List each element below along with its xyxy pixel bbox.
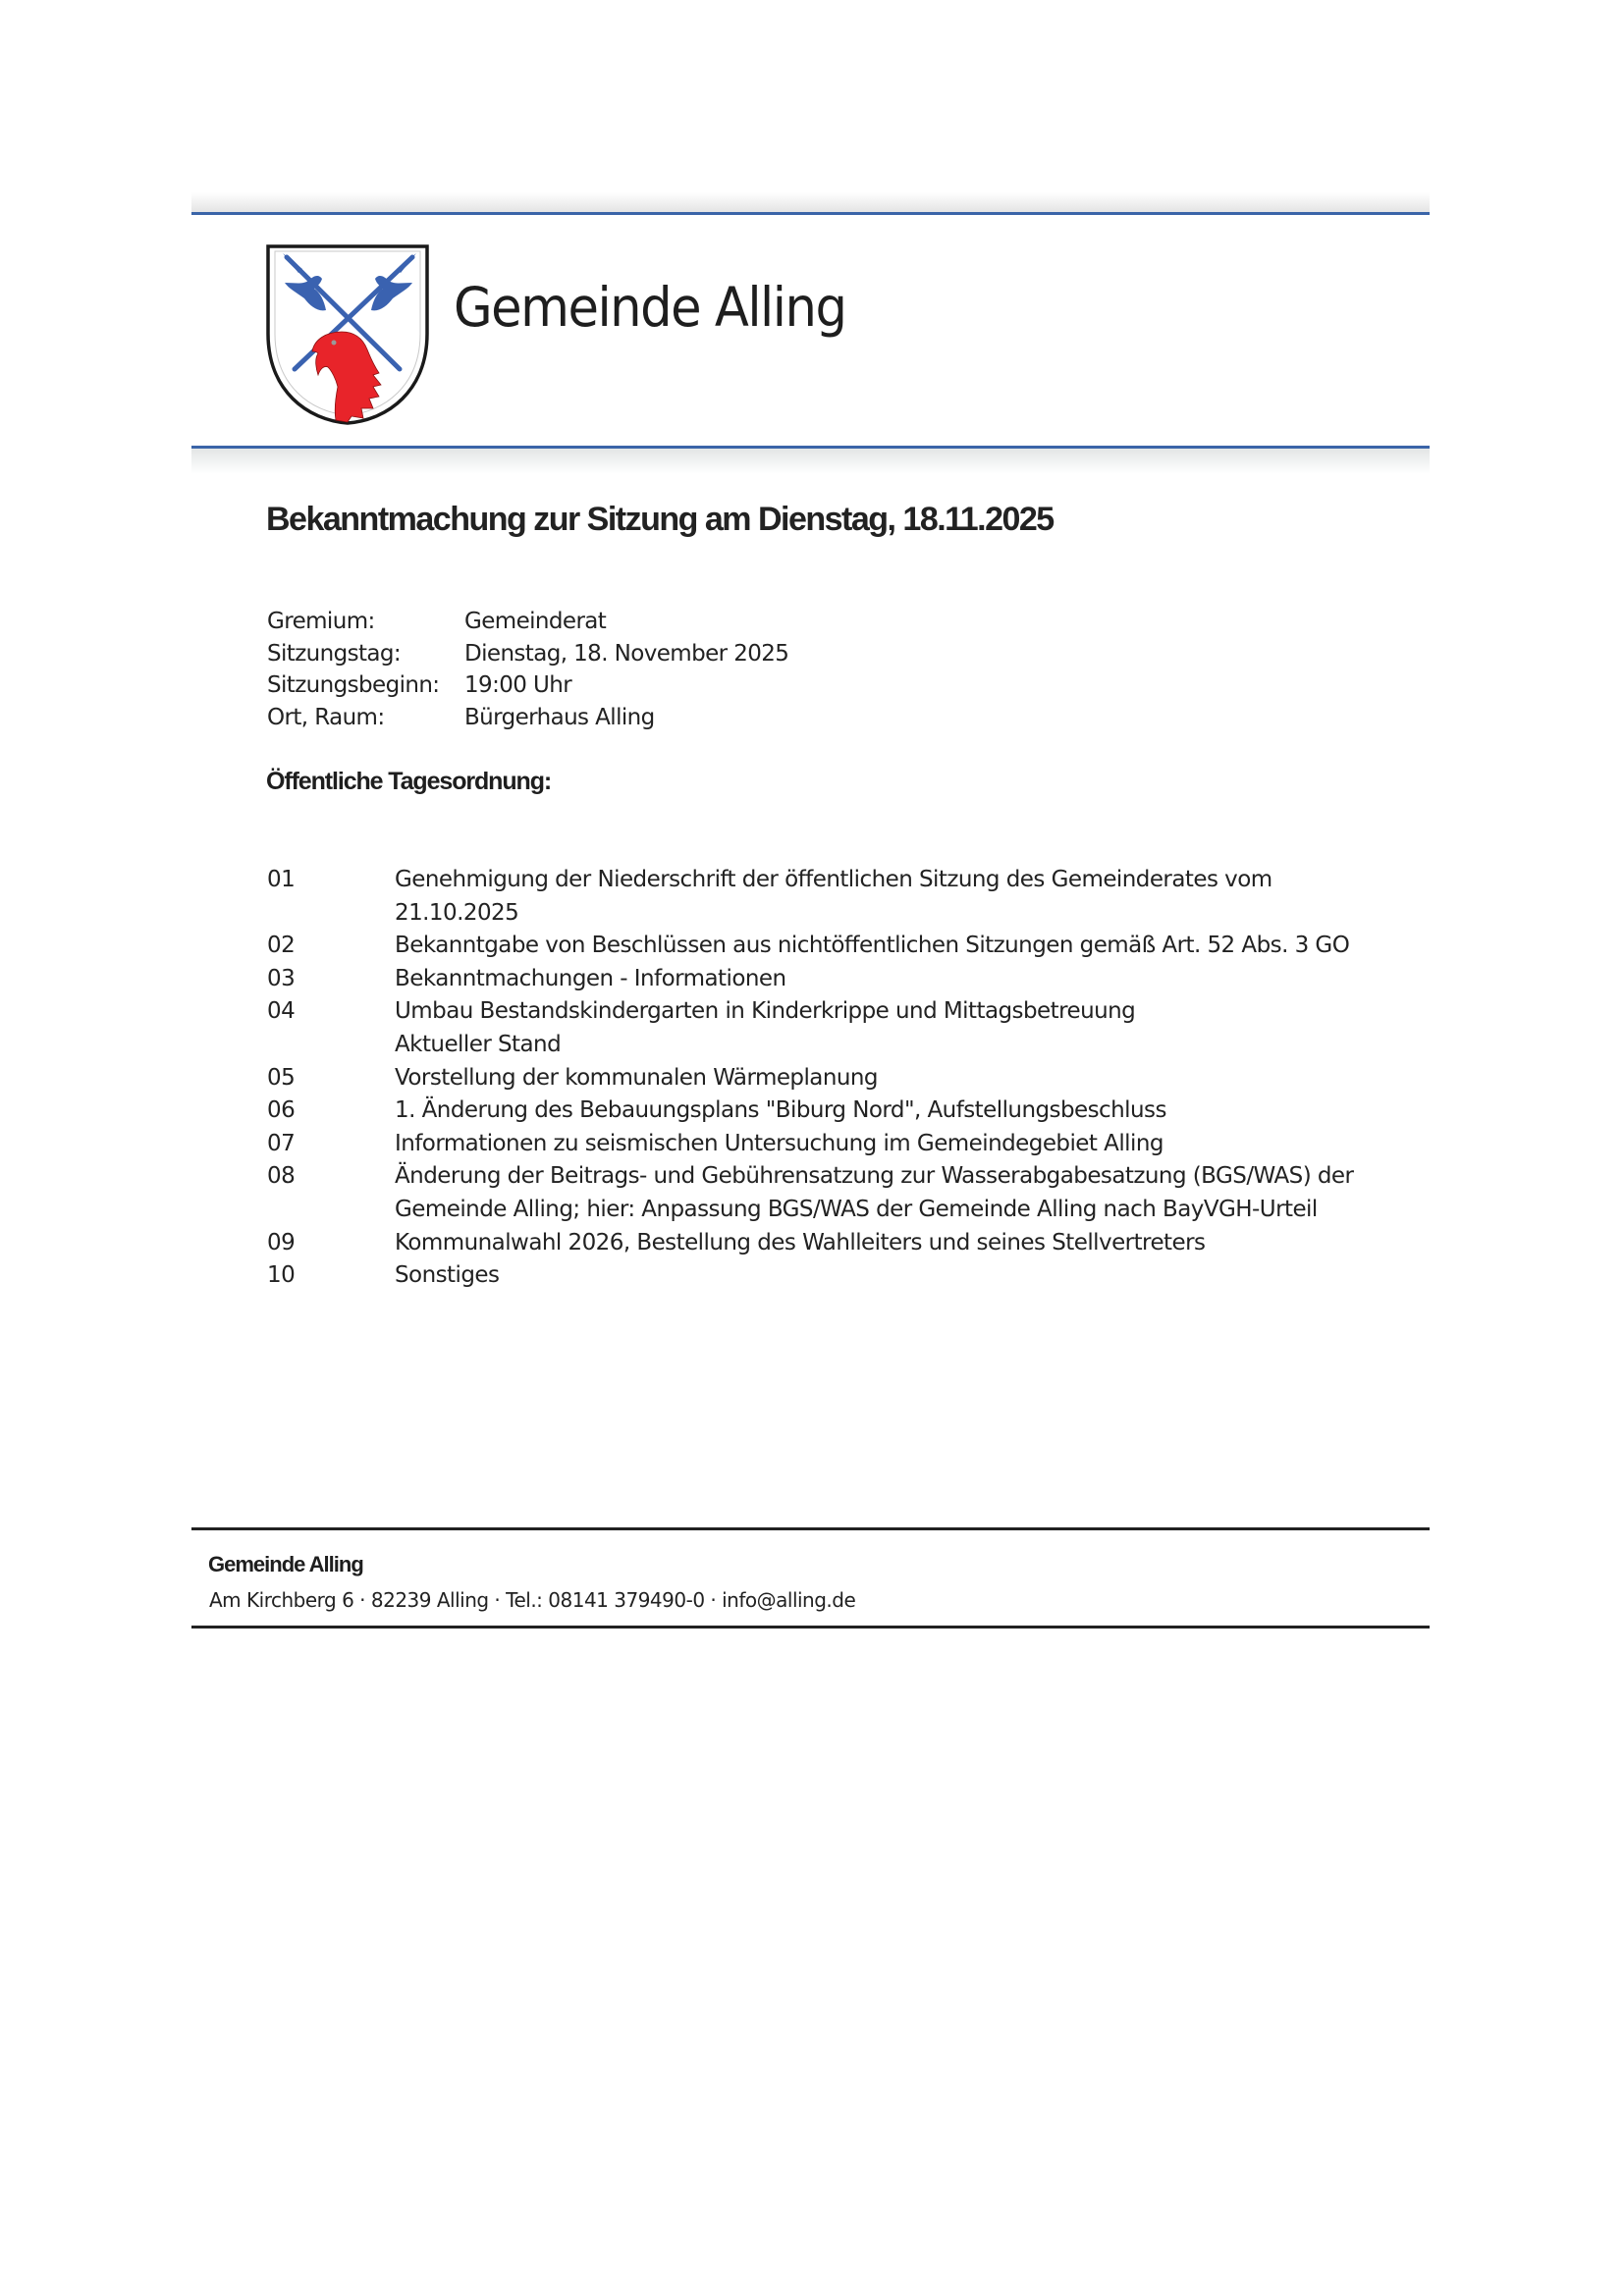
- agenda-number: 06: [267, 1097, 296, 1124]
- agenda-item: [267, 995, 1445, 1061]
- agenda-text: 1. Änderung des Bebauungsplans "Biburg Nord", Aufstellungsbeschluss: [395, 1097, 1166, 1124]
- meta-label: Sitzungsbeginn:: [267, 672, 440, 699]
- header-top-rule: [191, 212, 1430, 215]
- agenda-text-line: Genehmigung der Niederschrift der öffentlichen Sitzung des Gemeinderates: [395, 867, 1218, 892]
- agenda-text: Änderung der Beitrags- und Gebührensatzung zur Wasserabgabesatzung (BGS/WAS) der Gemeinde Alling; hier: Anpassung BGS/WAS der Gemeinde Alling nach BayVGH-Urteil: [395, 1163, 1354, 1222]
- agenda-item: [267, 1227, 1445, 1260]
- clipped-word-text: vom: [1224, 867, 1272, 892]
- agenda-number: 07: [267, 1130, 296, 1156]
- agenda-text: Vorstellung der kommunalen Wärmeplanung: [395, 1064, 878, 1091]
- agenda-text: Bekanntmachungen - Informationen: [395, 965, 786, 991]
- agenda-item: [267, 1095, 1445, 1128]
- header-shadow-bottom: [191, 449, 1430, 474]
- footer-bottom-rule: [191, 1626, 1430, 1629]
- agenda-number: 05: [267, 1064, 296, 1091]
- agenda-number: 02: [267, 933, 296, 959]
- agenda-item: [267, 1259, 1445, 1293]
- agenda-item: [267, 864, 1445, 930]
- meta-label: Gremium:: [267, 609, 375, 634]
- agenda-text-continuation: 21.10.2025: [395, 899, 519, 926]
- agenda-text: [395, 864, 1455, 930]
- meta-label: Ort, Raum:: [267, 704, 385, 730]
- agenda-number: 10: [267, 1262, 296, 1289]
- agenda-item: [267, 1160, 1445, 1226]
- agenda-text: Sonstiges: [395, 1262, 500, 1289]
- footer-organization-name: Gemeinde Alling: [208, 1552, 363, 1576]
- agenda-list: [267, 864, 1445, 1293]
- agenda-item: [267, 1062, 1445, 1095]
- organization-name: Gemeinde Alling: [454, 276, 846, 339]
- agenda-number: 08: [267, 1163, 296, 1190]
- agenda-text: Kommunalwahl 2026, Bestellung des Wahlleiters und seines Stellvertreters: [395, 1229, 1206, 1255]
- agenda-number: 01: [267, 867, 296, 892]
- meta-value: Bürgerhaus Alling: [464, 704, 655, 730]
- agenda-text: Bekanntgabe von Beschlüssen aus nichtöffentlichen Sitzungen gemäß Art. 52 Abs. 3 GO: [395, 933, 1350, 959]
- agenda-text: Umbau Bestandskindergarten in Kinderkrippe und Mittagsbetreuung Aktueller Stand: [395, 998, 1136, 1057]
- eagle-eye: [332, 341, 337, 346]
- agenda-text: Informationen zu seismischen Untersuchung im Gemeindegebiet Alling: [395, 1130, 1163, 1156]
- footer-top-rule: [191, 1527, 1430, 1530]
- agenda-number: 04: [267, 998, 296, 1025]
- header-shadow-top: [191, 192, 1430, 212]
- coat-of-arms-logo: [265, 243, 430, 426]
- agenda-number: 03: [267, 965, 296, 991]
- meta-value: 19:00 Uhr: [464, 672, 572, 699]
- agenda-item: [267, 963, 1445, 996]
- document-title: Bekanntmachung zur Sitzung am Dienstag, 18.11.2025: [266, 501, 1054, 538]
- meta-value: Gemeinderat: [464, 609, 607, 634]
- agenda-number: 09: [267, 1229, 296, 1255]
- footer-contact-line: Am Kirchberg 6 · 82239 Alling · Tel.: 08141 379490-0 · info@alling.de: [209, 1588, 856, 1612]
- meta-label: Sitzungstag:: [267, 640, 402, 667]
- meta-value: Dienstag, 18. November 2025: [464, 640, 789, 667]
- agenda-item: [267, 1128, 1445, 1161]
- agenda-item: [267, 930, 1445, 963]
- agenda-heading: Öffentliche Tagesordnung:: [266, 768, 552, 795]
